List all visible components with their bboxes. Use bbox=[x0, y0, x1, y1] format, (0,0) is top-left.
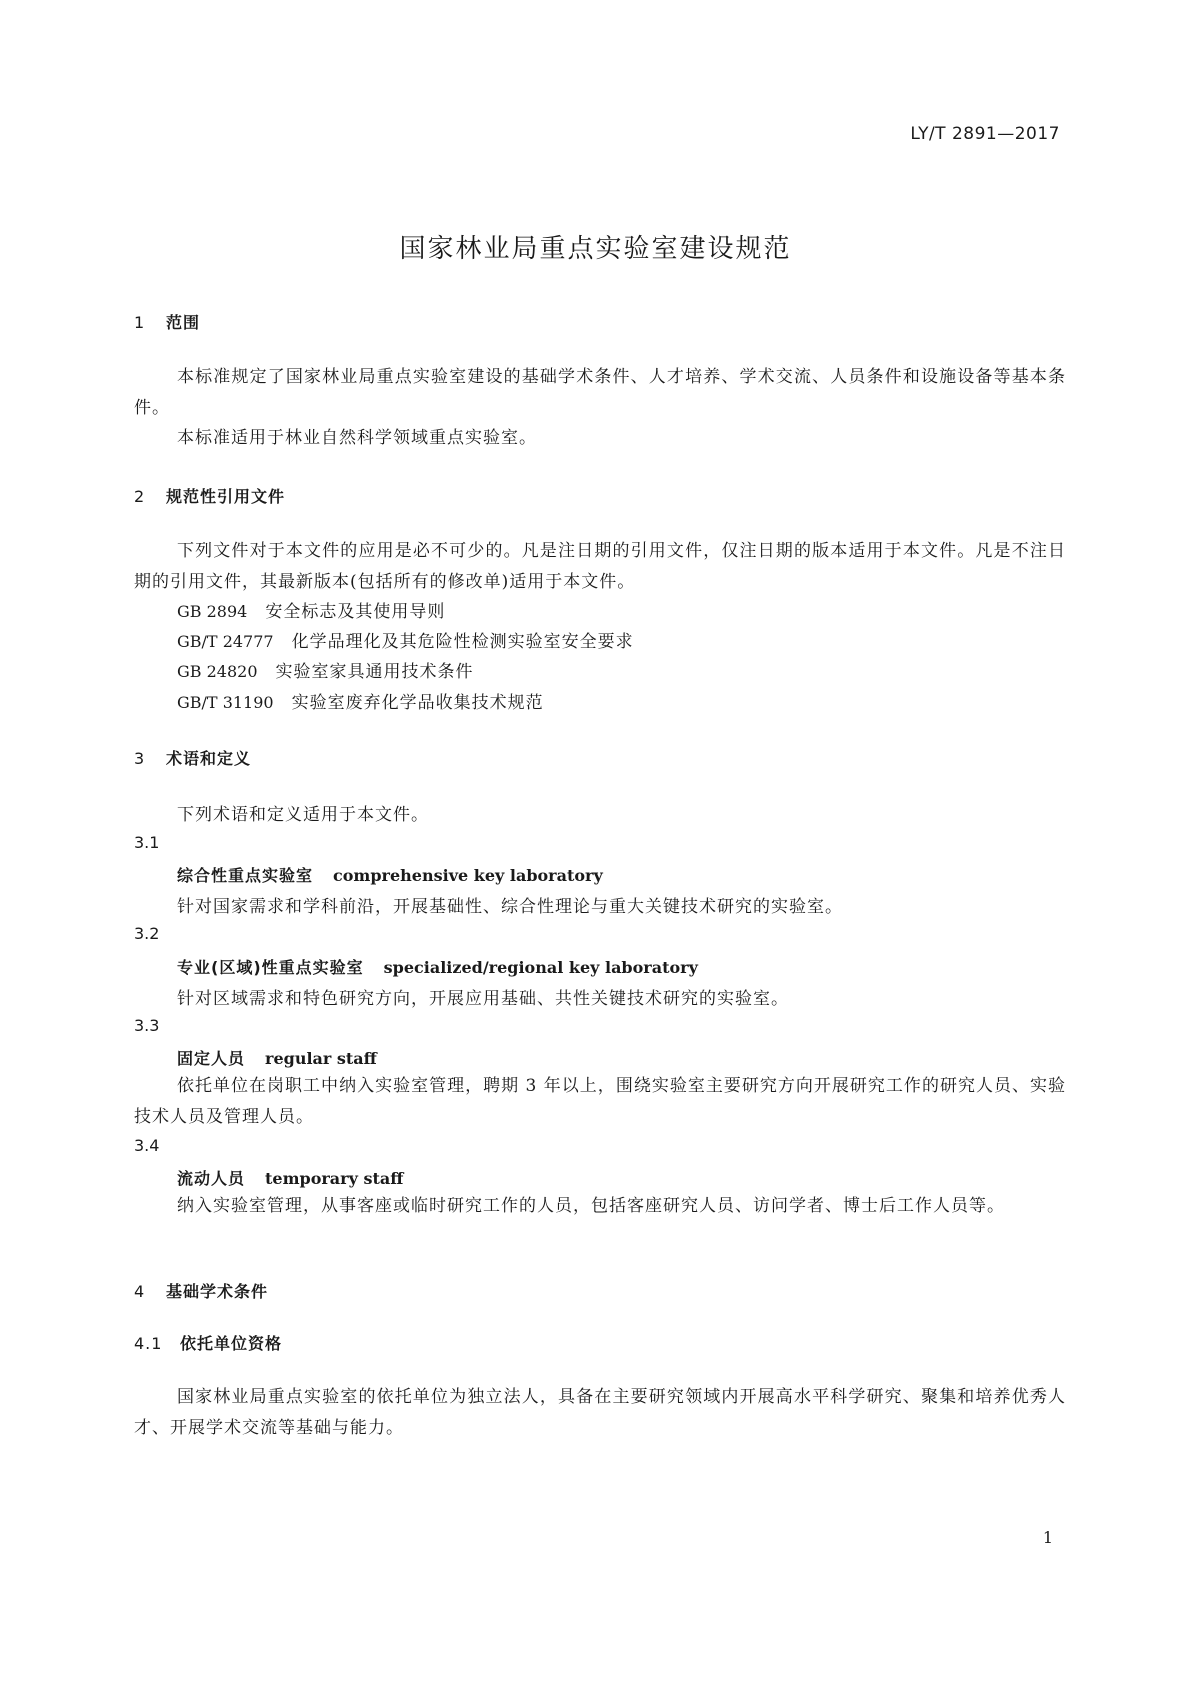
term-number: 3.2 bbox=[134, 924, 160, 943]
reference-name: 安全标志及其使用导则 bbox=[265, 602, 446, 622]
section-1-paragraph-2: 本标准适用于林业自然科学领域重点实验室。 bbox=[177, 428, 537, 448]
subsection-title: 依托单位资格 bbox=[180, 1334, 283, 1353]
term-heading bbox=[177, 955, 698, 978]
term-en: comprehensive key laboratory bbox=[333, 866, 603, 885]
term-cn: 固定人员 bbox=[177, 1049, 246, 1068]
term-definition: 针对国家需求和学科前沿，开展基础性、综合性理论与重大关键技术研究的实验室。 bbox=[177, 897, 843, 917]
reference-item bbox=[177, 627, 634, 652]
term-cn: 流动人员 bbox=[177, 1169, 246, 1188]
term-definition: 纳入实验室管理，从事客座或临时研究工作的人员，包括客座研究人员、访问学者、博士后工作人员等。 bbox=[177, 1196, 1005, 1216]
document-title: 国家林业局重点实验室建设规范 bbox=[399, 234, 792, 264]
term-en: temporary staff bbox=[265, 1169, 404, 1188]
subsection-4-1-heading bbox=[134, 1331, 282, 1354]
section-title: 范围 bbox=[166, 313, 201, 332]
reference-item bbox=[177, 657, 474, 682]
reference-name: 实验室家具通用技术条件 bbox=[275, 662, 474, 682]
standard-code: LY/T 2891—2017 bbox=[910, 124, 1060, 144]
section-2-paragraph-1: 下列文件对于本文件的应用是必不可少的。凡是注日期的引用文件，仅注日期的版本适用于本文件。凡是不注日期的引用文件，其最新版本(包括所有的修改单)适用于本文件。 bbox=[134, 541, 1066, 592]
reference-code: GB 24820 bbox=[177, 662, 258, 681]
term-definition: 针对区域需求和特色研究方向，开展应用基础、共性关键技术研究的实验室。 bbox=[177, 989, 789, 1009]
term-cn: 综合性重点实验室 bbox=[177, 866, 314, 885]
section-3-heading bbox=[134, 746, 251, 769]
term-heading bbox=[177, 863, 603, 886]
section-number: 3 bbox=[134, 749, 146, 768]
reference-code: GB 2894 bbox=[177, 602, 248, 621]
term-number: 3.1 bbox=[134, 833, 160, 852]
reference-code: GB/T 24777 bbox=[177, 632, 274, 651]
term-en: specialized/regional key laboratory bbox=[383, 958, 698, 977]
section-2-heading bbox=[134, 484, 285, 507]
term-heading bbox=[177, 1046, 377, 1069]
section-4-heading bbox=[134, 1279, 268, 1302]
section-1-paragraph-1: 本标准规定了国家林业局重点实验室建设的基础学术条件、人才培养、学术交流、人员条件和设施设备等基本条件。 bbox=[134, 367, 1066, 418]
term-number: 3.3 bbox=[134, 1016, 160, 1035]
term-heading bbox=[177, 1166, 403, 1189]
term-cn: 专业(区域)性重点实验室 bbox=[177, 958, 364, 977]
term-en: regular staff bbox=[265, 1049, 377, 1068]
section-number: 1 bbox=[134, 313, 146, 332]
subsection-number: 4.1 bbox=[134, 1334, 163, 1353]
section-1-heading bbox=[134, 310, 200, 333]
section-3-intro: 下列术语和定义适用于本文件。 bbox=[177, 805, 429, 825]
section-title: 规范性引用文件 bbox=[166, 487, 286, 506]
reference-code: GB/T 31190 bbox=[177, 693, 274, 712]
section-number: 2 bbox=[134, 487, 146, 506]
term-number: 3.4 bbox=[134, 1136, 160, 1155]
page-number: 1 bbox=[1042, 1528, 1053, 1547]
subsection-4-1-paragraph: 国家林业局重点实验室的依托单位为独立法人，具备在主要研究领域内开展高水平科学研究、聚集和培养优秀人才、开展学术交流等基础与能力。 bbox=[134, 1387, 1066, 1438]
reference-name: 实验室废弃化学品收集技术规范 bbox=[291, 693, 544, 713]
term-definition: 依托单位在岗职工中纳入实验室管理，聘期 3 年以上，围绕实验室主要研究方向开展研究工作的研究人员、实验技术人员及管理人员。 bbox=[134, 1076, 1066, 1127]
reference-name: 化学品理化及其危险性检测实验室安全要求 bbox=[291, 632, 634, 652]
reference-item bbox=[177, 688, 544, 713]
reference-item bbox=[177, 597, 445, 622]
section-title: 基础学术条件 bbox=[166, 1282, 269, 1301]
section-title: 术语和定义 bbox=[166, 749, 252, 768]
section-number: 4 bbox=[134, 1282, 146, 1301]
